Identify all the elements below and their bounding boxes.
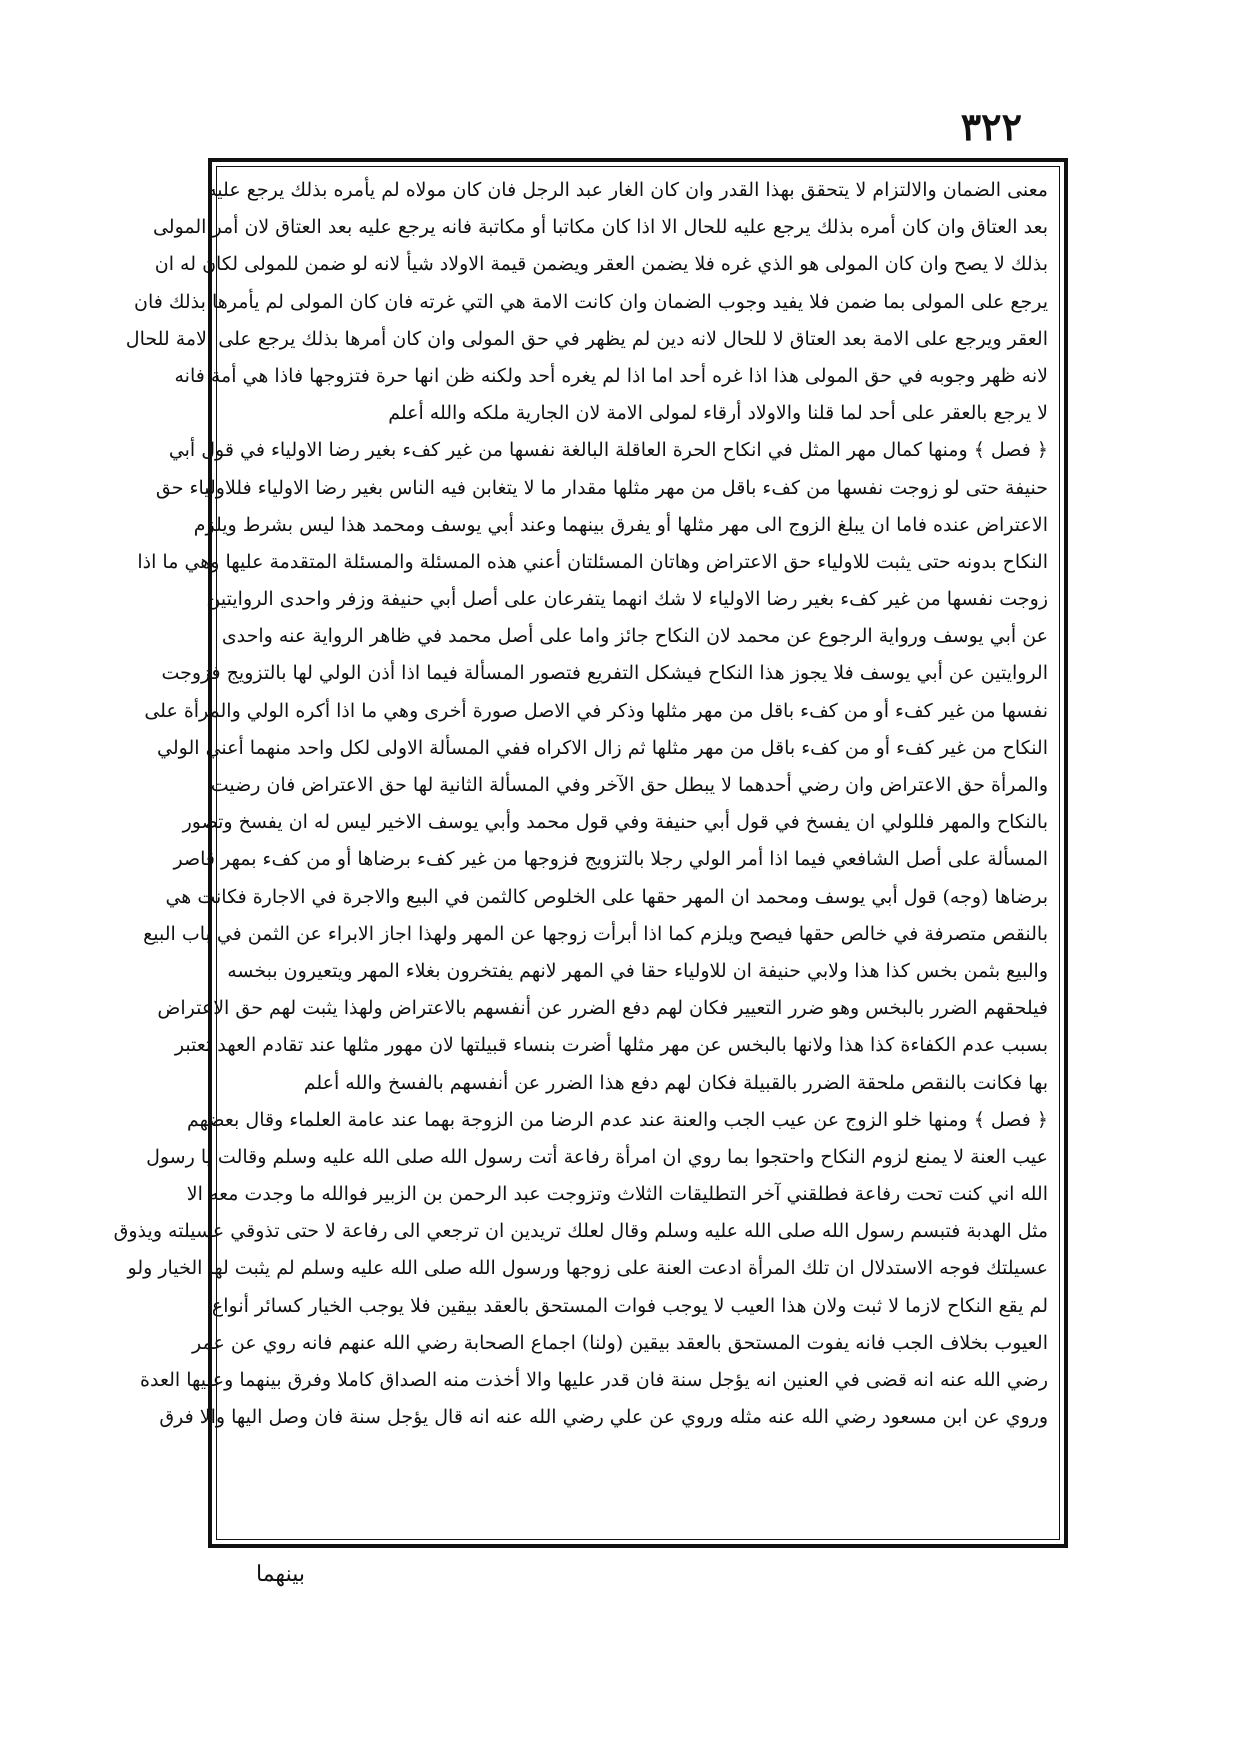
text-line: والبيع بثمن بخس كذا هذا ولابي حنيفة ان للاولياء حقا في المهر لانهم يفتخرون بغلاء المهر ويتعيرون ببخسه	[227, 959, 1048, 982]
text-line: الروايتين عن أبي يوسف فلا يجوز هذا النكاح فيشكل التفريع فتصور المسألة فيما اذا أذن الولي لها بالتزويج فزوجت	[161, 662, 1048, 685]
text-line: لا يرجع بالعقر على أحد لما قلنا والاولاد أرقاء لمولى الامة لان الجارية ملكه والله أعلم	[388, 402, 1048, 425]
text-line: نفسها من غير كفء أو من كفء باقل من مهر مثلها وذكر في الاصل صورة أخرى وهي ما اذا أكره الولي والمرأة على	[144, 699, 1048, 722]
text-line: عن أبي يوسف ورواية الرجوع عن محمد لان النكاح جائز واما على أصل محمد في ظاهر الرواية عنه واحدى	[221, 625, 1048, 648]
text-line: بعد العتاق وان كان أمره بذلك يرجع عليه للحال الا اذا كان مكاتبا أو مكاتبة فانه يرجع عليه بعد العتاق لان أمر المولى	[152, 216, 1048, 239]
text-line: النكاح بدونه حتى يثبت للاولياء حق الاعتراض وهاتان المسئلتان أعني هذه المسئلة والمسئلة المتقدمة عليها وهي ما اذا	[137, 550, 1048, 573]
catchword: بينهما	[256, 1562, 305, 1587]
text-line: المسألة على أصل الشافعي فيما اذا أمر الولي رجلا بالتزويج فزوجها من غير كفء برضاها أو من كفء بمهر قاصر	[173, 848, 1048, 871]
text-line: لم يقع النكاح لازما لا ثبت ولان هذا العيب لا يوجب فوات المستحق بالعقد بيقين فلا يوجب الخيار كسائر أنواع	[211, 1294, 1048, 1317]
text-line: زوجت نفسها من غير كفء بغير رضا الاولياء لا شك انهما يتفرعان على أصل أبي حنيفة وزفر واحدى الروايتين	[206, 588, 1048, 611]
text-line: بها فكانت بالنقص ملحقة الضرر بالقبيلة فكان لهم دفع هذا الضرر عن أنفسهم بالفسخ والله أعلم	[303, 1071, 1048, 1094]
text-line: حنيفة حتى لو زوجت نفسها من كفء باقل من مهر مثلها مقدار ما لا يتغابن فيه الناس بغير رضا الاولياء فللاولياء حق	[155, 476, 1048, 499]
text-line: رضي الله عنه انه قضى في العنين انه يؤجل سنة فان قدر عليها والا أخذت منه الصداق كاملا وفرق بينهما وعليها العدة	[140, 1369, 1048, 1391]
main-text	[113, 172, 1048, 1532]
text-line: عيب العنة لا يمنع لزوم النكاح واحتجوا بما روي ان امرأة رفاعة أتت رسول الله صلى الله عليه وسلم وقالت يا رسول	[146, 1145, 1048, 1168]
text-line: والمرأة حق الاعتراض وان رضي أحدهما لا يبطل حق الآخر وفي المسألة الثانية لها حق الاعتراض فان رضيت	[210, 774, 1048, 796]
text-line: مثل الهدبة فتبسم رسول الله صلى الله عليه وسلم وقال لعلك تريدين ان ترجعي الى رفاعة لا حتى تذوقي عسيلته ويذوق	[113, 1220, 1048, 1243]
text-line: لانه ظهر وجوبه في حق المولى هذا اذا غره أحد اما اذا لم يغره أحد ولكنه ظن انها حرة فتزوجها فاذا هي أمة فانه	[174, 364, 1048, 387]
page-number: ٣٢٢	[960, 104, 1022, 149]
text-line: العقر ويرجع على الامة بعد العتاق لا للحال لانه دين لم يظهر في حق المولى وان كان أمرها بذلك يرجع على الامة للحال	[125, 327, 1048, 350]
text-line: فيلحقهم الضرر بالبخس وهو ضرر التعيير فكان لهم دفع الضرر عن أنفسهم بالاعتراض ولهذا يثبت لهم حق الاعتراض	[157, 997, 1048, 1020]
text-line: الله اني كنت تحت رفاعة فطلقني آخر التطليقات الثلاث وتزوجت عبد الرحمن بن الزبير فوالله ما وجدت معه الا	[186, 1183, 1048, 1206]
text-line: بالنكاح والمهر فللولي ان يفسخ في قول أبي حنيفة وفي قول محمد وأبي يوسف الاخير ليس له ان يفسخ وتصور	[182, 811, 1048, 834]
text-line: بذلك لا يصح وان كان المولى هو الذي غره فلا يضمن العقر ويضمن قيمة الاولاد شيأ لانه لو ضمن للمولى لكان له ان	[154, 253, 1048, 276]
text-line: وروي عن ابن مسعود رضي الله عنه مثله وروي عن علي رضي الله عنه انه قال يؤجل سنة فان وصل اليها والا فرق	[159, 1406, 1048, 1429]
text-line: العيوب بخلاف الجب فانه يفوت المستحق بالعقد بيقين (ولنا) اجماع الصحابة رضي الله عنهم فانه روي عن عمر	[191, 1331, 1048, 1354]
text-line: الاعتراض عنده فاما ان يبلغ الزوج الى مهر مثلها أو يفرق بينهما وعند أبي يوسف ومحمد هذا ليس بشرط ويلزم	[193, 513, 1048, 536]
text-line: يرجع على المولى بما ضمن فلا يفيد وجوب الضمان وان كانت الامة هي التي غرته فان كان المولى لم يأمرها بذلك فان	[133, 290, 1048, 313]
text-line: ﴿ فصل ﴾ ومنها خلو الزوج عن عيب الجب والعنة عند عدم الرضا من الزوجة بهما عند عامة العلماء وقال بعضهم	[187, 1108, 1048, 1131]
text-line: بالنقص متصرفة في خالص حقها فيصح ويلزم كما اذا أبرأت زوجها عن المهر ولهذا اجاز الابراء عن الثمن في باب البيع	[143, 922, 1048, 945]
text-line: بسبب عدم الكفاءة كذا هذا ولانها بالبخس عن مهر مثلها أضرت بنساء قبيلتها لان مهور مثلها عند تقادم العهد تعتبر	[174, 1034, 1048, 1057]
text-line: عسيلتك فوجه الاستدلال ان تلك المرأة ادعت العنة على زوجها ورسول الله صلى الله عليه وسلم لم يثبت لها الخيار ولو	[127, 1257, 1048, 1280]
text-line: ﴿ فصل ﴾ ومنها كمال مهر المثل في انكاح الحرة العاقلة البالغة نفسها من غير كفء بغير رضا الاولياء في قول أبي	[168, 439, 1048, 462]
text-line: معنى الضمان والالتزام لا يتحقق بهذا القدر وان كان الغار عبد الرجل فان كان مولاه لم يأمره بذلك يرجع عليه	[207, 179, 1048, 201]
text-line: النكاح من غير كفء أو من كفء باقل من مهر مثلها ثم زال الاكراه ففي المسألة الاولى لكل واحد منهما أعني الولي	[157, 736, 1048, 759]
text-line: برضاها (وجه) قول أبي يوسف ومحمد ان المهر حقها على الخلوص كالثمن في البيع والاجرة في الاجارة فكانت هي	[165, 885, 1048, 908]
